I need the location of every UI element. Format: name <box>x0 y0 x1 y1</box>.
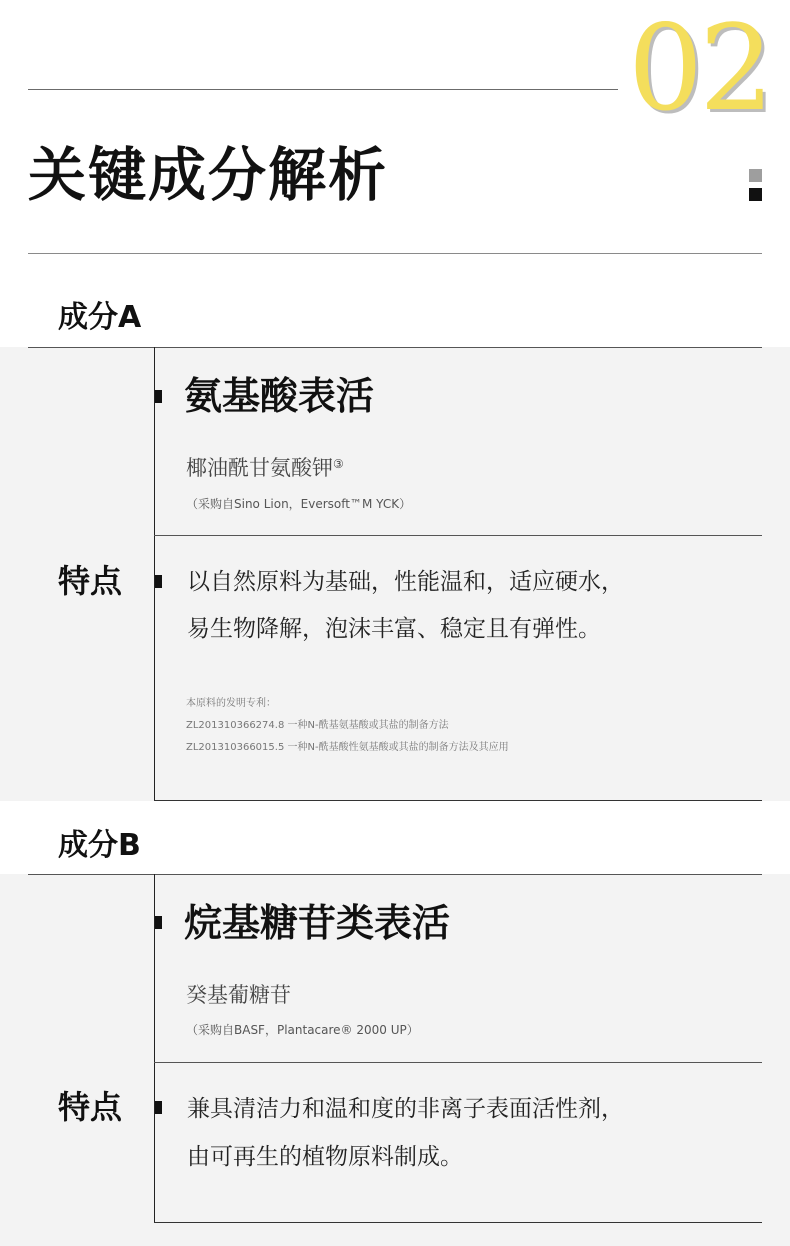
section-number: 02 <box>628 0 771 137</box>
patent-line-2: ZL201310366015.5 一种N-酰基酸性氨基酸或其盐的制备方法及其应用 <box>186 742 509 753</box>
gray-square-icon <box>749 169 762 182</box>
feature-label-a: 特点 <box>58 562 123 600</box>
ingredient-b-name: 癸基葡糖苷 <box>186 983 291 1007</box>
ingredient-a-description-line2: 易生物降解，泡沫丰富、稳定且有弹性。 <box>187 616 601 642</box>
ingredient-a-bottom-rule <box>154 800 762 801</box>
ingredient-a-top-rule <box>28 347 762 348</box>
header-bottom-rule <box>28 253 762 254</box>
section-label-b: 成分B <box>58 828 141 863</box>
ingredient-a-source: （采购自Sino Lion，Eversoft™M YCK） <box>186 497 412 511</box>
ingredient-b-top-rule <box>28 874 762 875</box>
ingredient-a-description-line1: 以自然原料为基础，性能温和，适应硬水， <box>187 569 624 595</box>
ingredient-b-description-line2: 由可再生的植物原料制成。 <box>187 1144 463 1170</box>
ingredient-b-title: 烷基糖苷类表活 <box>184 901 451 945</box>
patent-line-1: ZL201310366274.8 一种N-酰基氨基酸或其盐的制备方法 <box>186 720 449 731</box>
ingredient-b-bottom-rule <box>154 1222 762 1223</box>
page-title: 关键成分解析 <box>28 141 389 209</box>
ingredient-a-divider <box>154 347 155 801</box>
header-top-rule <box>28 89 618 90</box>
ingredient-a-name <box>186 453 344 483</box>
bullet-icon <box>155 390 162 403</box>
section-label-a: 成分A <box>58 300 142 335</box>
black-square-icon <box>749 188 762 201</box>
feature-label-b: 特点 <box>58 1088 123 1126</box>
ingredient-b-source: （采购自BASF，Plantacare® 2000 UP） <box>186 1023 419 1037</box>
bullet-icon <box>155 1101 162 1114</box>
ingredient-b-mid-rule <box>154 1062 762 1063</box>
footnote-mark: ③ <box>333 457 344 471</box>
bullet-icon <box>155 916 162 929</box>
ingredient-a-title: 氨基酸表活 <box>184 374 375 418</box>
ingredient-b-description-line1: 兼具清洁力和温和度的非离子表面活性剂， <box>187 1096 624 1122</box>
patent-heading: 本原料的发明专利： <box>186 698 276 709</box>
ingredient-a-mid-rule <box>154 535 762 536</box>
ingredient-a-name-text: 椰油酰甘氨酸钾 <box>186 456 333 480</box>
bullet-icon <box>155 575 162 588</box>
